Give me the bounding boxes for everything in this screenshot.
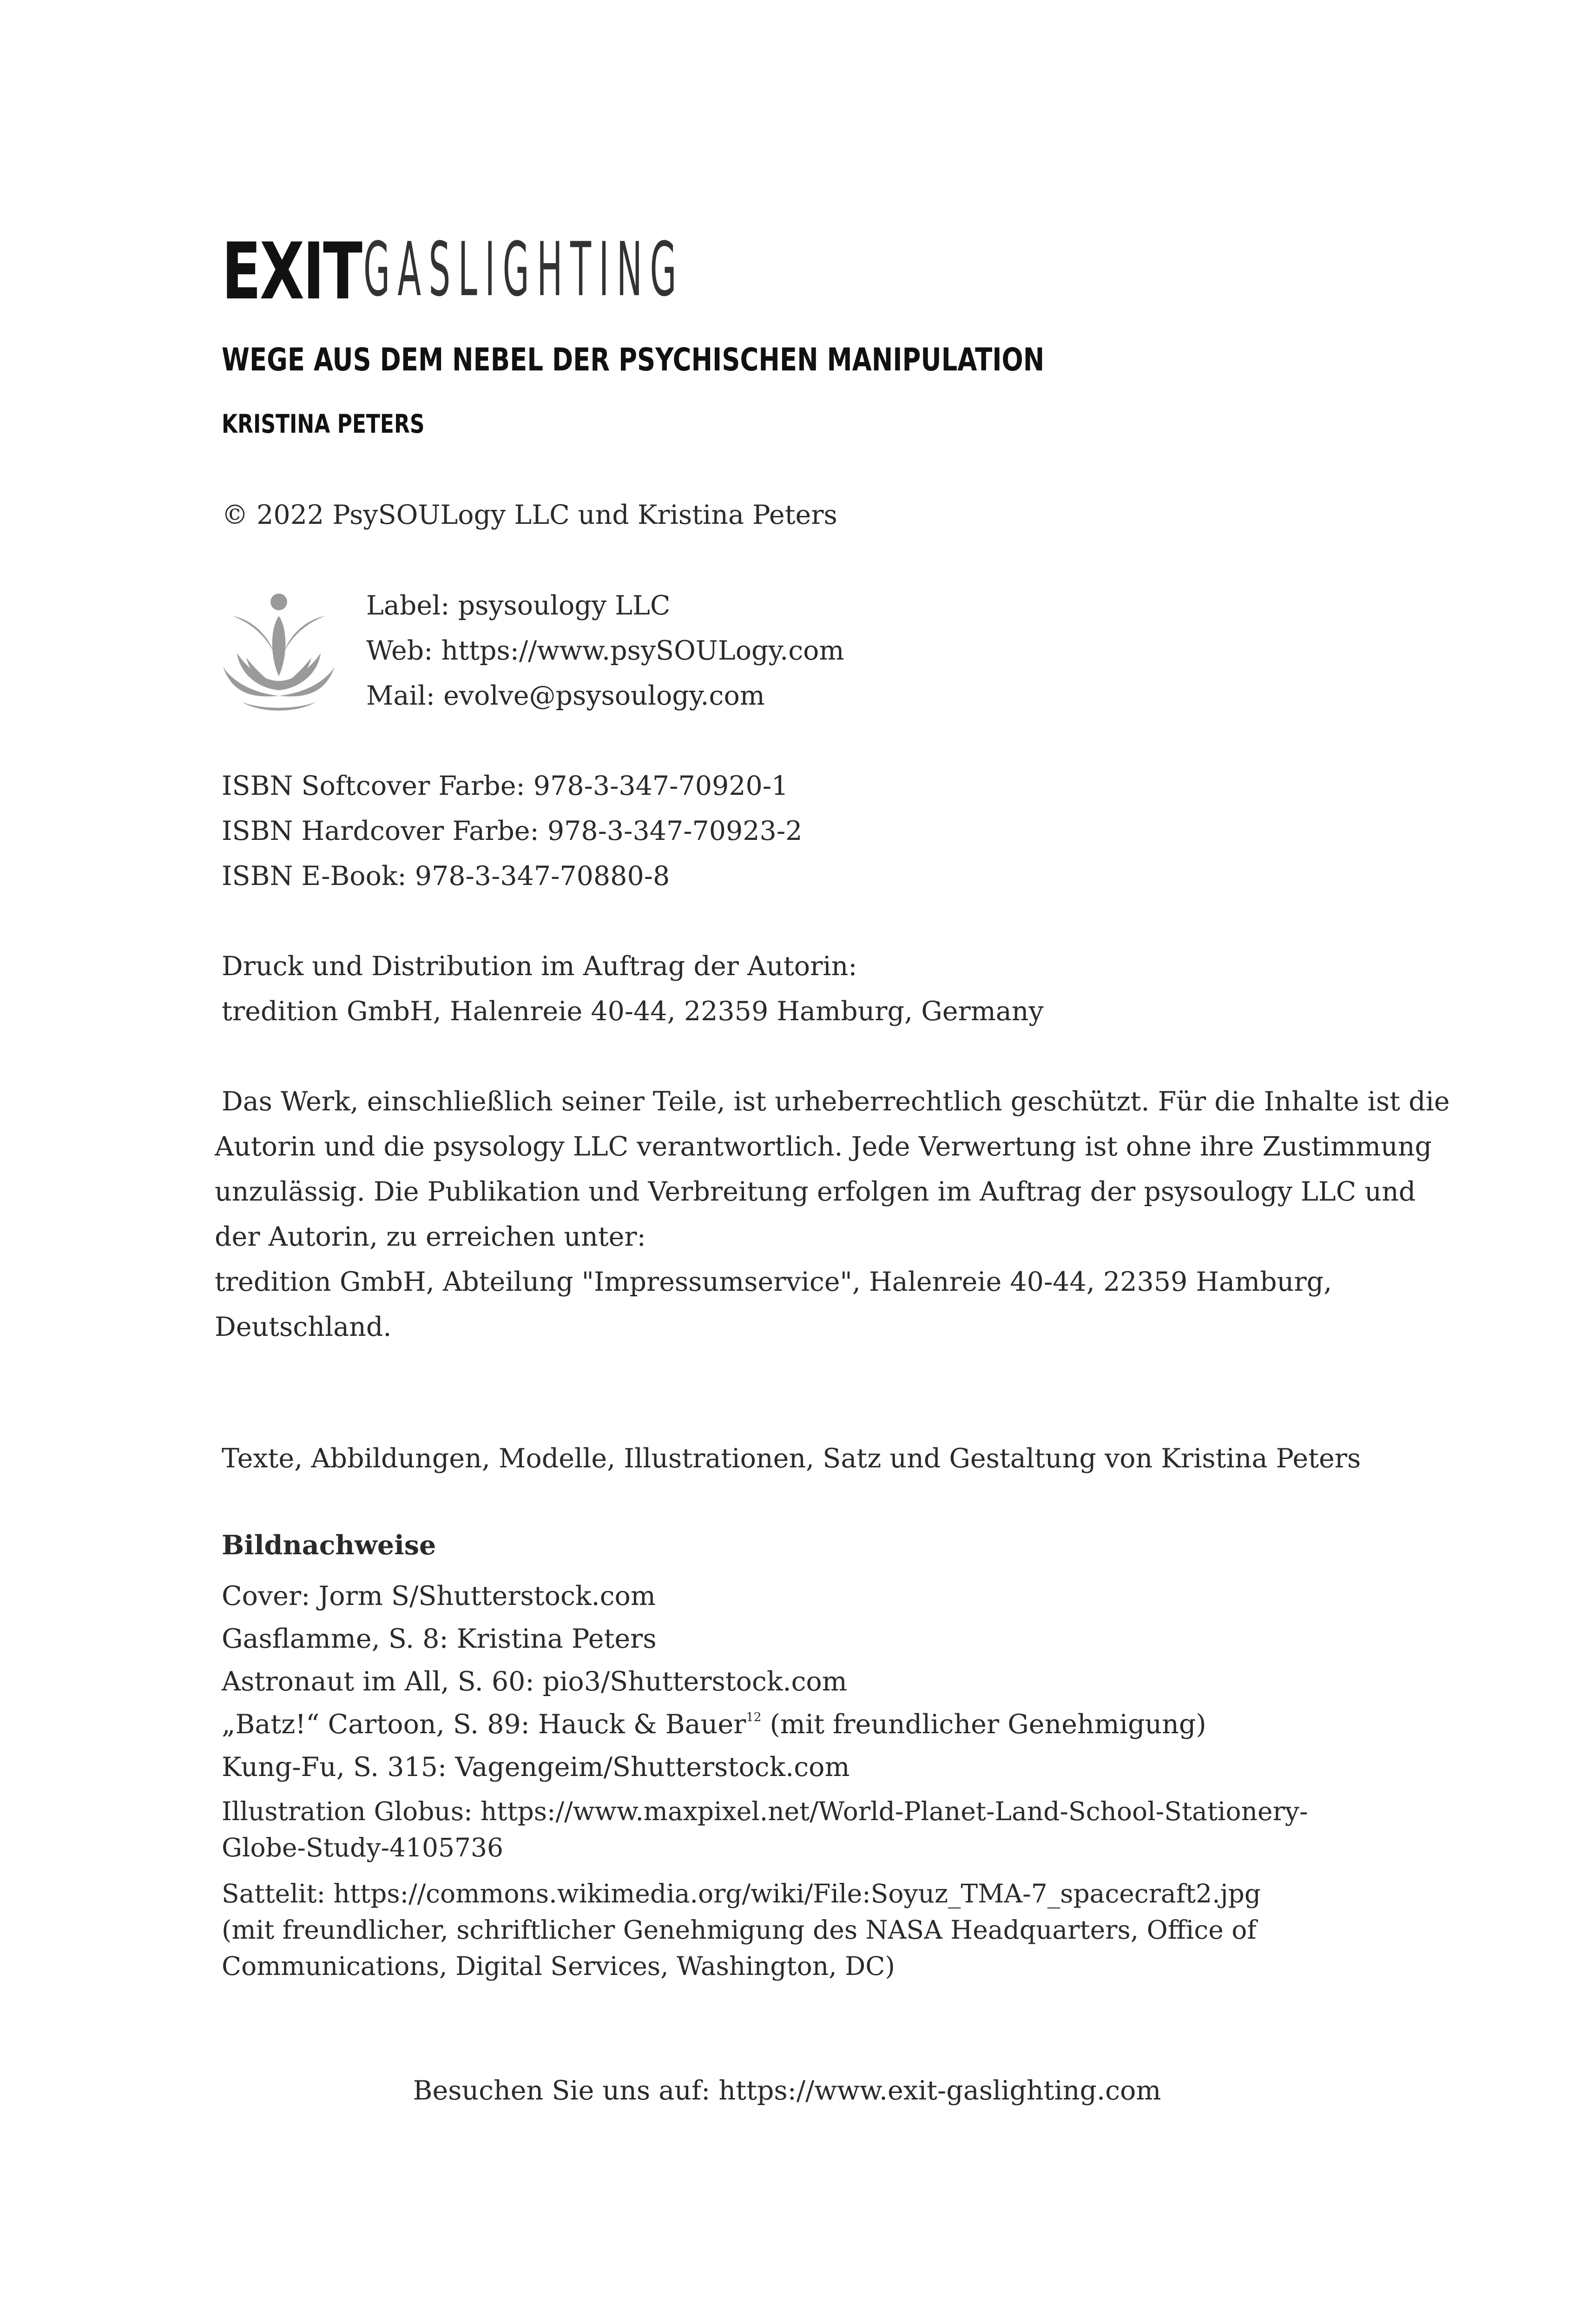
- legal-line: tredition GmbH, Abteilung "Impressumservice", Halenreie 40-44, 22359 Hamburg,: [215, 1267, 1332, 1297]
- picture-credit-satellite: Communications, Digital Services, Washington, DC): [222, 1951, 895, 1981]
- picture-credit-item: [222, 1702, 1206, 1747]
- isbn-softcover: ISBN Softcover Farbe: 978-3-347-70920-1: [222, 771, 789, 801]
- picture-credit-globe: Globe-Study-4105736: [222, 1833, 503, 1862]
- book-author: KRISTINA PETERS: [222, 409, 425, 439]
- picture-credit-satellite: Sattelit: https://commons.wikimedia.org/wiki/File:Soyuz_TMA-7_spacecraft2.jpg: [222, 1879, 1261, 1908]
- picture-credit-item: Cover: Jorm S/Shutterstock.com: [222, 1581, 656, 1611]
- picture-credits-heading: Bildnachweise: [222, 1530, 436, 1561]
- legal-line: Das Werk, einschließlich seiner Teile, ist urheberrechtlich geschützt. Für die Inhalte ist die: [222, 1086, 1450, 1117]
- legal-line: Deutschland.: [215, 1312, 392, 1342]
- publisher-mail: Mail: evolve@psysoulogy.com: [366, 680, 765, 711]
- distribution-line: Druck und Distribution im Auftrag der Autorin:: [222, 951, 857, 982]
- copyright-line: © 2022 PsySOULogy LLC und Kristina Peters: [222, 500, 837, 530]
- isbn-ebook: ISBN E-Book: 978-3-347-70880-8: [222, 861, 670, 891]
- legal-line: unzulässig. Die Publikation und Verbreitung erfolgen im Auftrag der psysoulogy LLC und: [215, 1176, 1416, 1207]
- picture-credit-item: Astronaut im All, S. 60: pio3/Shutterstock.com: [222, 1666, 847, 1697]
- publisher-label: Label: psysoulogy LLC: [366, 590, 671, 621]
- book-subtitle: WEGE AUS DEM NEBEL DER PSYCHISCHEN MANIPULATION: [222, 342, 1045, 378]
- credits-line: Texte, Abbildungen, Modelle, Illustrationen, Satz und Gestaltung von Kristina Peters: [222, 1443, 1361, 1474]
- publisher-web: Web: https://www.psySOULogy.com: [366, 635, 844, 666]
- footer-website: Besuchen Sie uns auf: https://www.exit-gaslighting.com: [413, 2075, 1161, 2106]
- distribution-address: tredition GmbH, Halenreie 40-44, 22359 Hamburg, Germany: [222, 996, 1044, 1027]
- picture-credit-item: Kung-Fu, S. 315: Vagengeim/Shutterstock.com: [222, 1752, 850, 1783]
- title-exit: EXIT: [222, 226, 362, 317]
- lotus-figure-icon: [218, 588, 339, 718]
- batz-footnote-marker: 12: [746, 1710, 762, 1724]
- picture-credit-item: Gasflamme, S. 8: Kristina Peters: [222, 1624, 657, 1654]
- legal-line: Autorin und die psysology LLC verantwortlich. Jede Verwertung ist ohne ihre Zustimmung: [215, 1131, 1432, 1162]
- picture-credit-globe: Illustration Globus: https://www.maxpixel.net/World-Planet-Land-School-Stationery-: [222, 1796, 1308, 1826]
- book-title: [222, 226, 685, 317]
- title-gaslighting: GASLIGHTING: [363, 226, 685, 313]
- picture-credit-satellite: (mit freundlicher, schriftlicher Genehmigung des NASA Headquarters, Office of: [222, 1915, 1257, 1945]
- batz-credit-note: (mit freundlicher Genehmigung): [761, 1709, 1206, 1740]
- isbn-hardcover: ISBN Hardcover Farbe: 978-3-347-70923-2: [222, 816, 803, 846]
- legal-line: der Autorin, zu erreichen unter:: [215, 1221, 646, 1252]
- batz-credit-text: „Batz!“ Cartoon, S. 89: Hauck & Bauer: [222, 1709, 746, 1740]
